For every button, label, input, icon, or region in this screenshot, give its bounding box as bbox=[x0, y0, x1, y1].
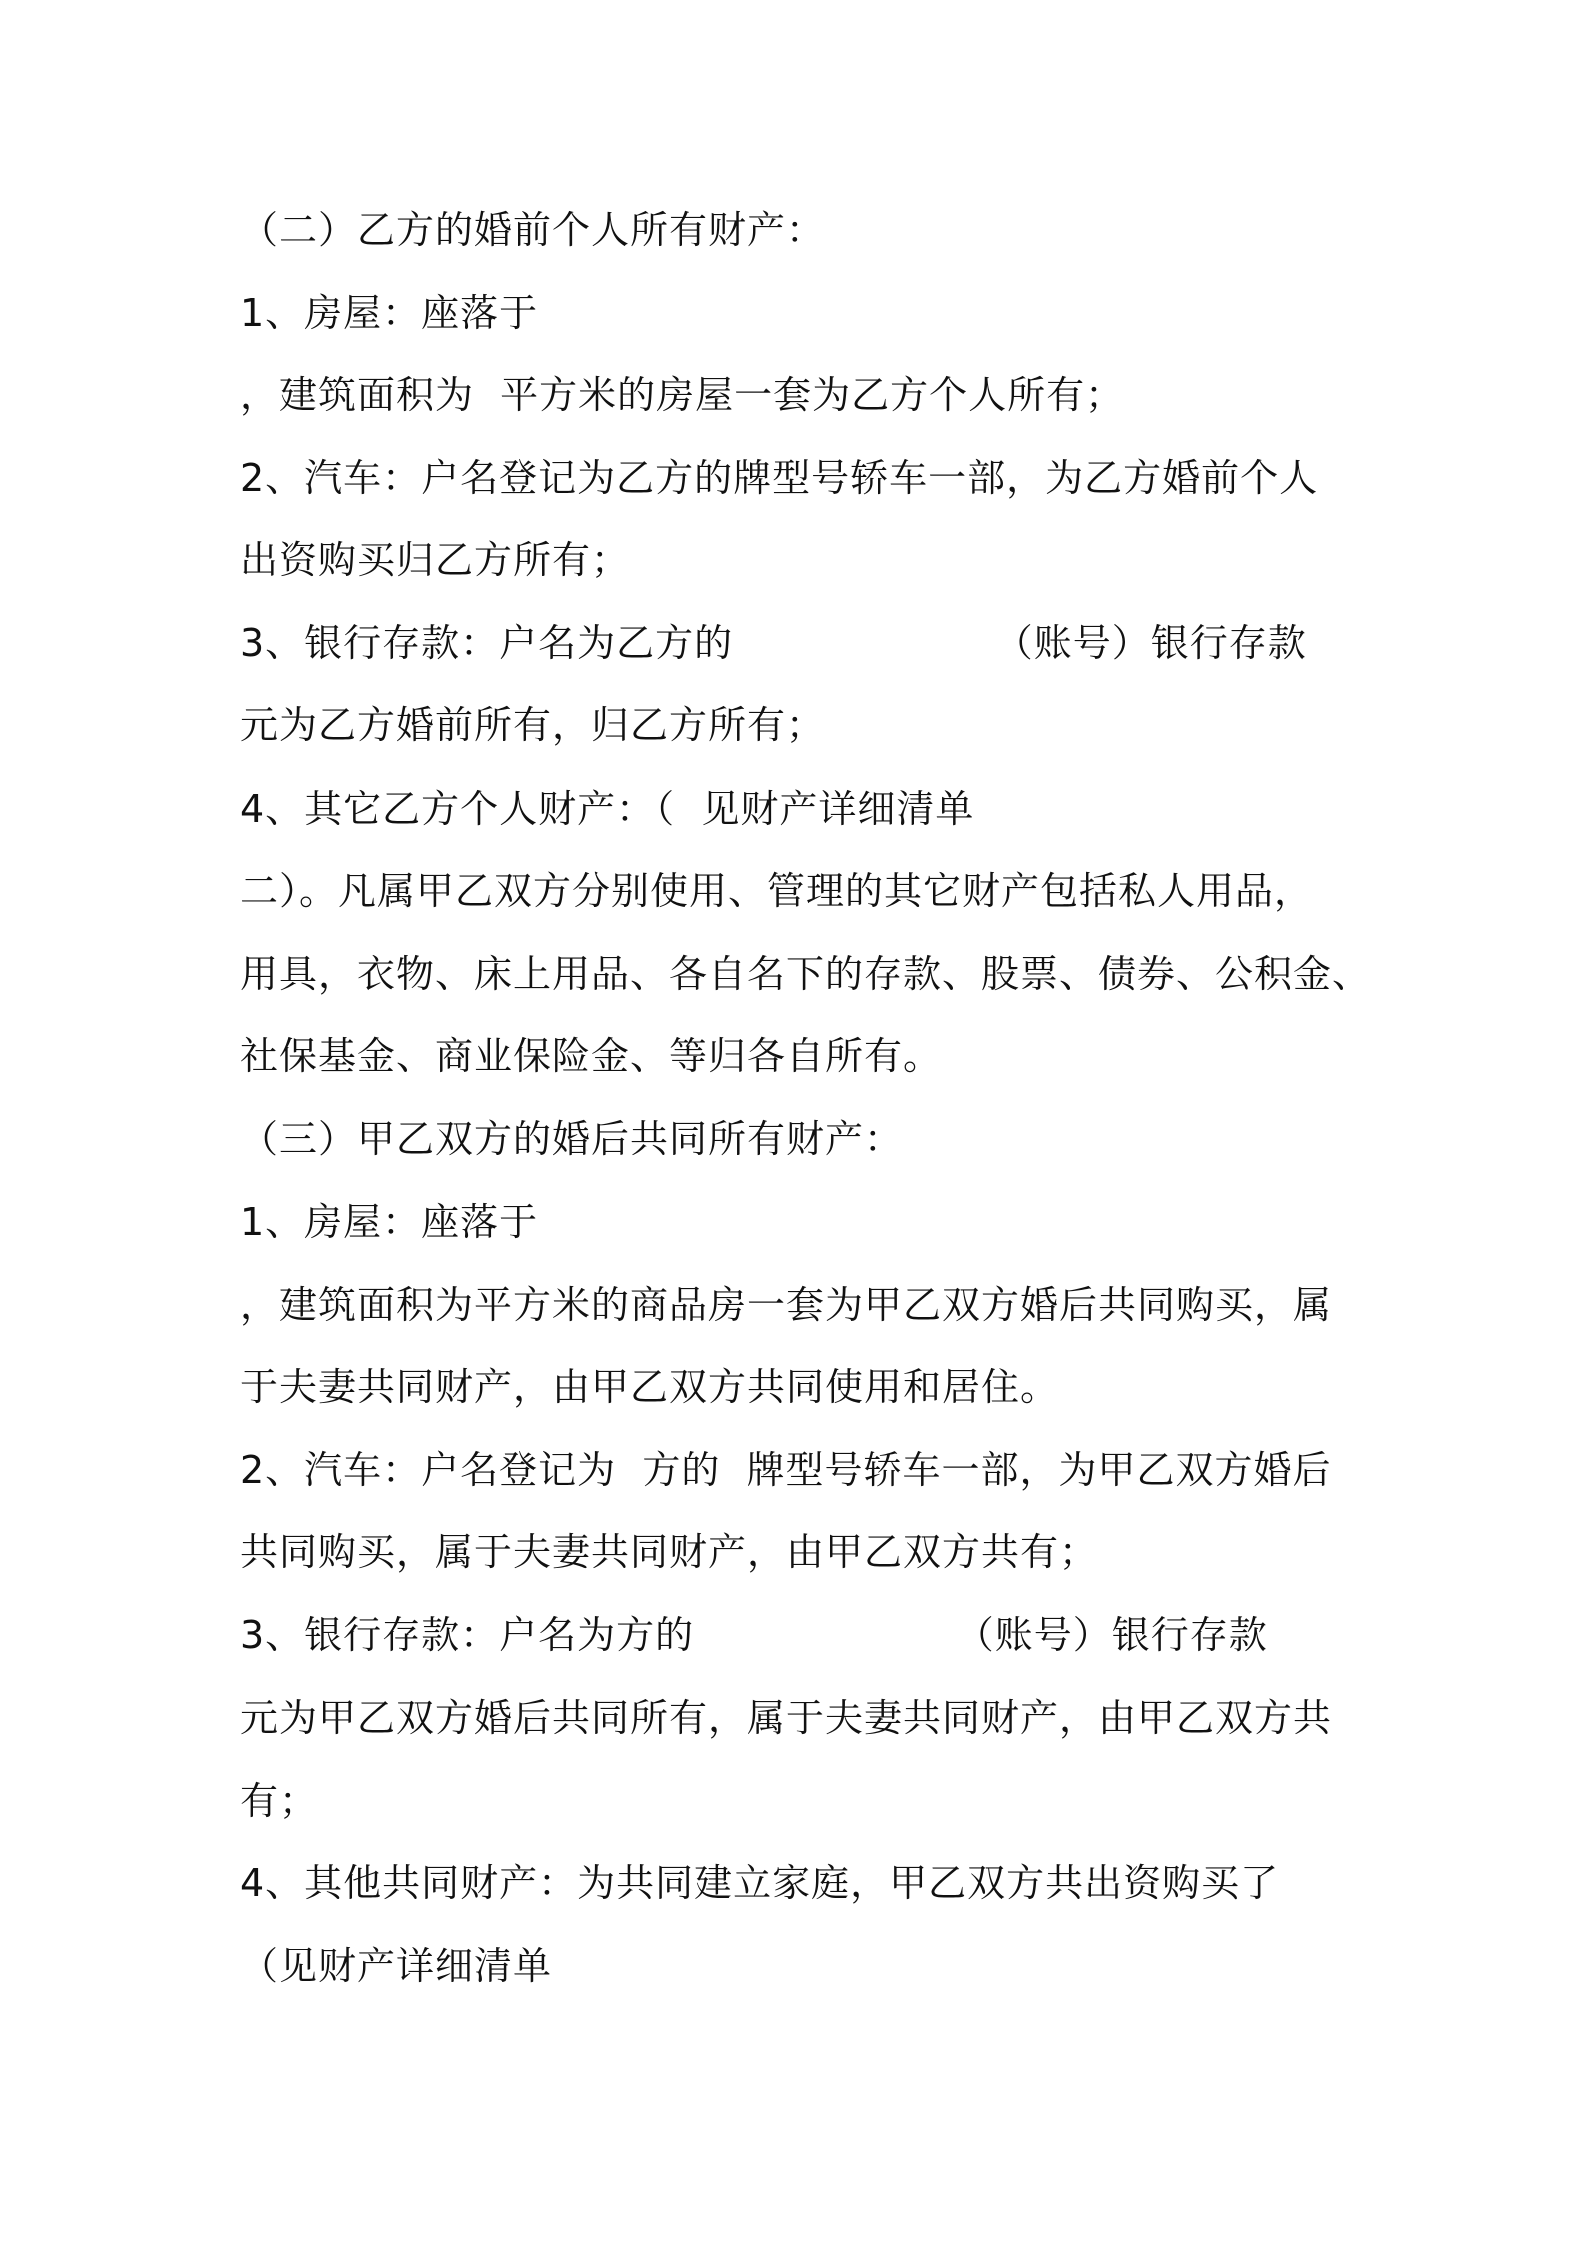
text-line: 3、银行存款：户名为乙方的 （账号）银行存款 bbox=[240, 621, 1307, 665]
text-line: 2、汽车：户名登记为 方的 牌型号轿车一部，为甲乙双方婚后 bbox=[240, 1448, 1332, 1492]
text-line: 出资购买归乙方所有； bbox=[240, 538, 631, 582]
text-line: 4、其它乙方个人财产：（ 见财产详细清单 bbox=[240, 787, 975, 831]
text-line: 元为乙方婚前所有，归乙方所有； bbox=[240, 703, 826, 747]
text-line: ，建筑面积为平方米的商品房一套为甲乙双方婚后共同购买，属 bbox=[240, 1283, 1333, 1327]
text-line: 元为甲乙双方婚后共同所有，属于夫妻共同财产，由甲乙双方共 bbox=[240, 1696, 1333, 1740]
text-line: （见财产详细清单 bbox=[240, 1944, 553, 1988]
section-heading-2: （二）乙方的婚前个人所有财产： bbox=[240, 208, 826, 252]
text-line: 于夫妻共同财产，由甲乙双方共同使用和居住。 bbox=[240, 1365, 1060, 1409]
text-line: 3、银行存款：户名为方的 （账号）银行存款 bbox=[240, 1613, 1268, 1657]
text-line: 社保基金、商业保险金、等归各自所有。 bbox=[240, 1034, 943, 1078]
text-line: 二）。凡属甲乙双方分别使用、管理的其它财产包括私人用品， bbox=[240, 869, 1314, 913]
text-line: 1、房屋：座落于 bbox=[240, 291, 539, 335]
text-line: 用具，衣物、床上用品、各自名下的存款、股票、债券、公积金、 bbox=[240, 952, 1372, 996]
text-line: 2、汽车：户名登记为乙方的牌型号轿车一部，为乙方婚前个人 bbox=[240, 456, 1319, 500]
text-line: 4、其他共同财产：为共同建立家庭，甲乙双方共出资购买了 bbox=[240, 1861, 1280, 1905]
text-line: 1、房屋：座落于 bbox=[240, 1200, 539, 1244]
section-heading-3: （三）甲乙双方的婚后共同所有财产： bbox=[240, 1117, 904, 1161]
text-line: 有； bbox=[240, 1779, 319, 1823]
text-line: ，建筑面积为 平方米的房屋一套为乙方个人所有； bbox=[240, 373, 1125, 417]
text-line: 共同购买，属于夫妻共同财产，由甲乙双方共有； bbox=[240, 1530, 1099, 1574]
